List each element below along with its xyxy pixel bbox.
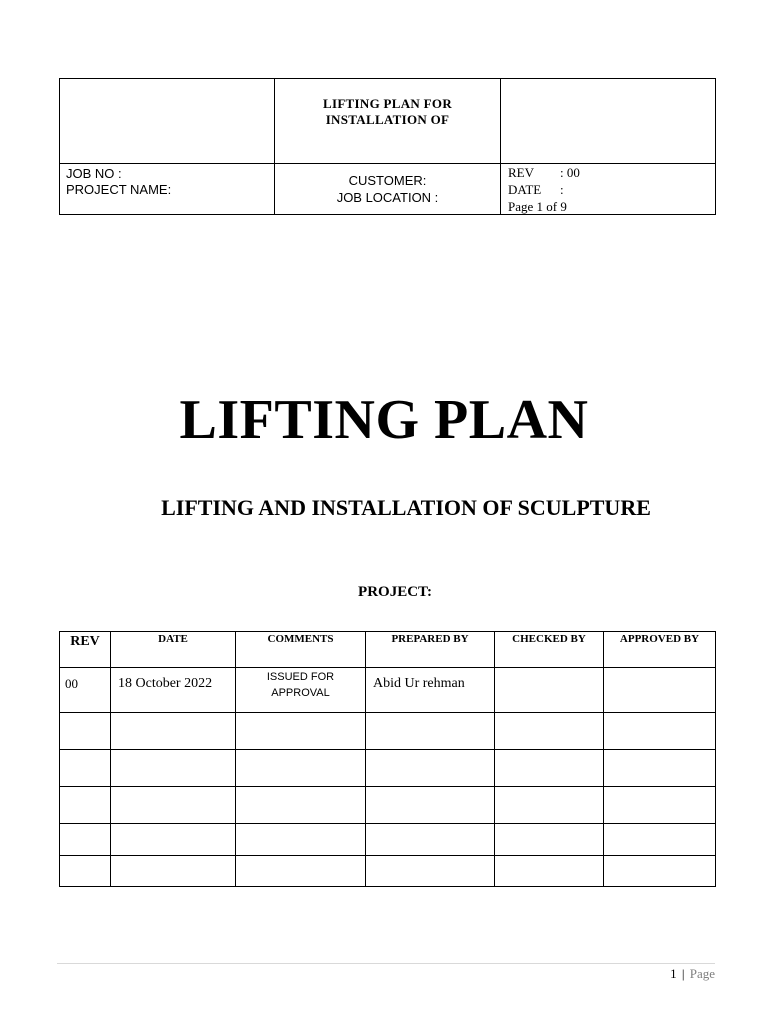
empty-cell [111,824,236,856]
cell-prepared-by: Abid Ur rehman [366,668,495,713]
table-row [60,668,716,713]
empty-cell [366,787,495,824]
table-row-empty [60,750,716,787]
cell-approved-by [604,668,716,713]
header-job-cell [60,164,275,215]
empty-cell [604,713,716,750]
cell-comments [236,668,366,713]
empty-cell [60,787,111,824]
header-customer-cell [275,164,501,215]
page-info: Page 1 of 9 [508,199,567,214]
empty-cell [604,787,716,824]
header-title-line1: LIFTING PLAN FOR [322,96,453,111]
empty-cell [495,713,604,750]
header-title [275,96,500,128]
empty-cell [604,856,716,887]
comments-line1: ISSUED FOR [266,671,335,683]
rev-label: REV [508,165,534,180]
document-header-table [59,78,716,215]
col-header-prepared-by: PREPARED BY [366,632,495,668]
customer-label: CUSTOMER: [348,173,427,188]
empty-cell [236,713,366,750]
date-label: DATE [508,182,542,197]
footer-page-label: Page [689,966,715,981]
date-value: : [560,182,564,197]
cell-checked-by [495,668,604,713]
empty-cell [366,824,495,856]
empty-cell [366,750,495,787]
footer-separator: | [681,966,685,981]
empty-cell [236,787,366,824]
empty-cell [111,750,236,787]
table-header-row [60,632,716,668]
empty-cell [236,750,366,787]
table-row-empty [60,856,716,887]
empty-cell [495,856,604,887]
col-header-approved-by: APPROVED BY [604,632,716,668]
table-row-empty [60,824,716,856]
empty-cell [236,824,366,856]
col-header-rev: REV [60,632,111,668]
revision-table [59,631,716,887]
empty-cell [495,787,604,824]
empty-cell [366,713,495,750]
header-title-line2: INSTALLATION OF [325,112,450,127]
col-header-comments: COMMENTS [236,632,366,668]
col-header-date: DATE [111,632,236,668]
empty-cell [604,750,716,787]
table-row-empty [60,787,716,824]
empty-cell [495,824,604,856]
rev-value: : 00 [560,165,580,180]
main-title: LIFTING PLAN [179,389,589,451]
footer-page-number: 1 [670,966,677,981]
col-header-checked-by: CHECKED BY [495,632,604,668]
empty-cell [60,856,111,887]
empty-cell [495,750,604,787]
project-label: PROJECT: [358,584,432,600]
job-no-label: JOB NO : [66,166,122,181]
header-logo-cell [60,79,275,164]
table-row-empty [60,713,716,750]
empty-cell [60,824,111,856]
header-title-cell [275,79,501,164]
footer-divider [57,963,715,964]
sub-title: LIFTING AND INSTALLATION OF SCULPTURE [161,495,651,520]
header-blank-cell [501,79,716,164]
page-footer [670,966,715,982]
comments-line2: APPROVAL [271,687,330,699]
empty-cell [111,787,236,824]
empty-cell [111,856,236,887]
project-name-label: PROJECT NAME: [66,182,172,197]
empty-cell [111,713,236,750]
header-revision-cell [501,164,716,215]
empty-cell [236,856,366,887]
empty-cell [60,750,111,787]
empty-cell [366,856,495,887]
empty-cell [60,713,111,750]
job-location-label: JOB LOCATION : [336,190,439,205]
empty-cell [604,824,716,856]
cell-date: 18 October 2022 [111,668,236,713]
cell-rev: 00 [60,668,111,713]
